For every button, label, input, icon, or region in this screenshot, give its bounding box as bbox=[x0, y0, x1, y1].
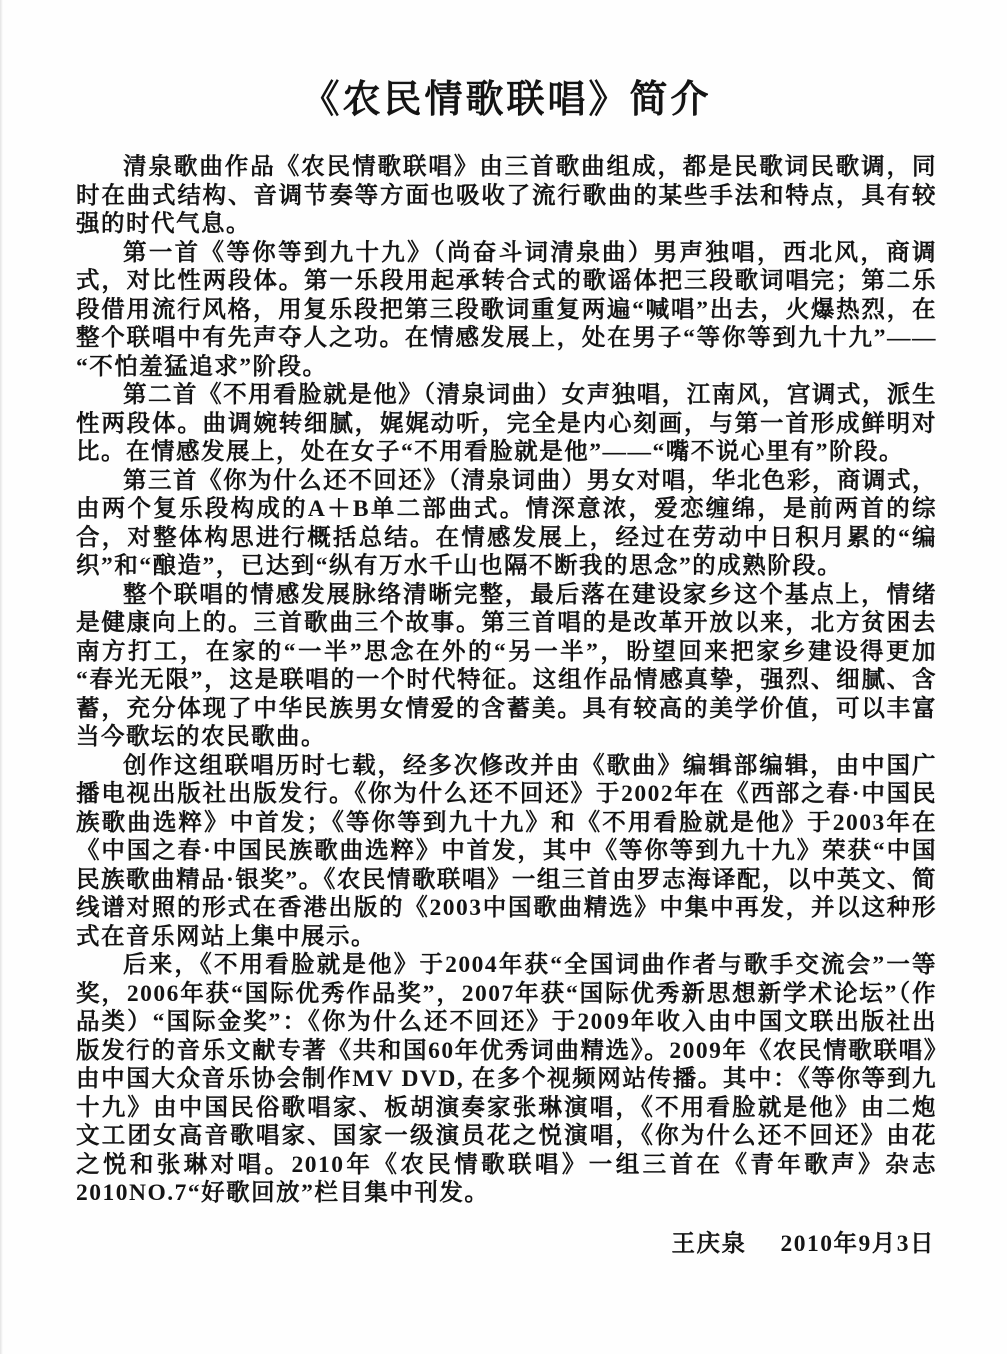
paragraph-publication: 创作这组联唱历时七载，经多次修改并由《歌曲》编辑部编辑，由中国广播电视出版社出版发行。《你为什么还不回还》于2002年在《西部之春·中国民族歌曲选粹》中首发；《等你等到九十九》和《不用看脸就是他》于2003年在《中国之春·中国民族歌曲选粹》中首发，其中《等你等到九十九》荣获“中国民族歌曲精品·银奖”。《农民情歌联唱》一组三首由罗志海译配，以中英文、简线谱对照的形式在香港出版的《2003中国歌曲精选》中集中再发，并以这种形式在音乐网站上集中展示。 bbox=[76, 752, 937, 950]
paragraph-awards: 后来，《不用看脸就是他》于2004年获“全国词曲作者与歌手交流会”一等奖，2006年获“国际优秀作品奖”，2007年获“国际优秀新思想新学术论坛”（作品类）“国际金奖”：《你为什么还不回还》于2009年收入由中国文联出版社出版发行的音乐文献专著《共和国60年优秀词曲精选》。2009年《农民情歌联唱》由中国大众音乐协会制作MV DVD, 在多个视频网站传播。其中：《等你等到九十九》由中国民俗歌唱家、板胡演奏家张琳演唱，《不用看脸就是他》由二炮文工团女高音歌唱家、国家一级演员花之悦演唱，《你为什么还不回还》由花之悦和张琳对唱。2010年《农民情歌联唱》一组三首在《青年歌声》杂志2010NO.7“好歌回放”栏目集中刊发。 bbox=[76, 952, 937, 1206]
paragraph-overview: 整个联唱的情感发展脉络清晰完整，最后落在建设家乡这个基点上，情绪是健康向上的。三首歌曲三个故事。第三首唱的是改革开放以来，北方贫困去南方打工，在家的“一半”思念在外的“另一半”，盼望回来把家乡建设得更加“春光无限”，这是联唱的一个时代特征。这组作品情感真挚，强烈、细腻、含蓄，充分体现了中华民族男女情爱的含蓄美。具有较高的美学价值，可以丰富当今歌坛的农民歌曲。 bbox=[76, 581, 937, 750]
signature-date: 2010年9月3日 bbox=[780, 1230, 935, 1257]
paragraph-song-2: 第二首《不用看脸就是他》（清泉词曲）女声独唱，江南风，宫调式，派生性两段体。曲调婉转细腻，娓娓动听，完全是内心刻画，与第一首形成鲜明对比。在情感发展上，处在女子“不用看脸就是他”——“嘴不说心里有”阶段。 bbox=[76, 382, 937, 465]
paragraph-intro: 清泉歌曲作品《农民情歌联唱》由三首歌曲组成，都是民歌词民歌调，同时在曲式结构、音调节奏等方面也吸收了流行歌曲的某些手法和特点，具有较强的时代气息。 bbox=[76, 154, 937, 237]
paragraph-song-3: 第三首《你为什么还不回还》（清泉词曲）男女对唱，华北色彩，商调式，由两个复乐段构成的A＋B单二部曲式。情深意浓，爱恋缠绵，是前两首的综合，对整体构思进行概括总结。在情感发展上，经过在劳动中日积月累的“编织”和“酿造”，已达到“纵有万水千山也隔不断我的思念”的成熟阶段。 bbox=[76, 467, 937, 579]
document-title: 《农民情歌联唱》简介 bbox=[301, 79, 712, 121]
paragraph-song-1: 第一首《等你等到九十九》（尚奋斗词清泉曲）男声独唱，西北风，商调式，对比性两段体。第一乐段用起承转合式的歌谣体把三段歌词唱完；第二乐段借用流行风格，用复乐段把第三段歌词重复两遍“喊唱”出去，火爆热烈，在整个联唱中有先声夺人之功。在情感发展上，处在男子“等你等到九十九”——“不怕羞猛追求”阶段。 bbox=[76, 239, 937, 380]
signature-line bbox=[76, 1230, 937, 1259]
signature-author: 王庆泉 bbox=[671, 1230, 747, 1257]
document-body bbox=[76, 153, 937, 1208]
